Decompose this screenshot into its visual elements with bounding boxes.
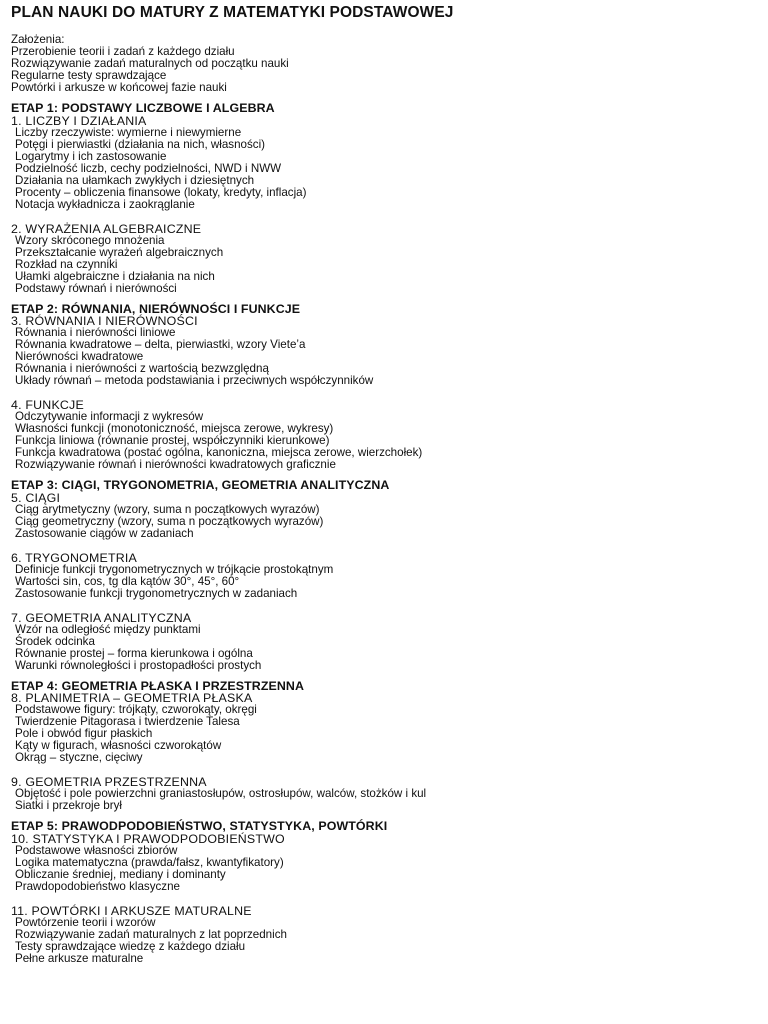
topic-item: Układy równań – metoda podstawiania i przeciwnych współczynników (15, 374, 374, 387)
topic-item: Podstawowe własności zbiorów (15, 843, 178, 857)
stage-title: ETAP 2: RÓWNANIA, NIERÓWNOŚCI I FUNKCJE (11, 301, 301, 316)
section-title: 7. GEOMETRIA ANALITYCZNA (11, 610, 192, 625)
topic-item: Rozwiązywanie zadań maturalnych z lat poprzednich (15, 927, 287, 941)
stage-title: ETAP 3: CIĄGI, TRYGONOMETRIA, GEOMETRIA ANALITYCZNA (11, 478, 390, 492)
topic-item: Nierówności kwadratowe (15, 350, 144, 363)
stage-title: ETAP 1: PODSTAWY LICZBOWE I ALGEBRA (11, 101, 275, 115)
topic-item: Liczby rzeczywiste: wymierne i niewymierne (15, 125, 242, 139)
assumption-item: Przerobienie teorii i zadań z każdego działu (11, 45, 235, 58)
topic-item: Warunki równoległości i prostopadłości prostych (15, 658, 262, 672)
topic-item: Funkcja kwadratowa (postać ogólna, kanoniczna, miejsca zerowe, wierzchołek) (15, 446, 423, 459)
topic-item: Działania na ułamkach zwykłych i dziesiętnych (15, 173, 255, 187)
topic-item: Ciąg arytmetyczny (wzory, suma n początkowych wyrazów) (15, 502, 320, 516)
topic-item: Ułamki algebraiczne i działania na nich (15, 269, 215, 283)
section-block (11, 833, 768, 893)
topic-item: Wzór na odległość między punktami (15, 622, 201, 636)
document-title: PLAN NAUKI DO MATURY Z MATEMATYKI PODSTAWOWEJ (11, 4, 454, 21)
topic-item: Przekształcanie wyrażeń algebraicznych (15, 245, 224, 259)
section-title: 10. STATYSTYKA I PRAWODPODOBIEŃSTWO (11, 831, 285, 846)
topic-item: Definicje funkcji trygonometrycznych w trójkącie prostokątnym (15, 562, 334, 576)
assumption-item: Rozwiązywanie zadań maturalnych od początku nauki (11, 57, 289, 70)
section-title: 6. TRYGONOMETRIA (11, 550, 137, 565)
section-block (11, 115, 768, 211)
topic-item: Podstawowe figury: trójkąty, czworokąty, okręgi (15, 703, 257, 716)
topic-item: Pełne arkusze maturalne (15, 951, 144, 965)
topic-item: Logika matematyczna (prawda/fałsz, kwantyfikatory) (15, 855, 284, 869)
topic-item: Równania kwadratowe – delta, pierwiastki, wzory Viete’a (15, 338, 306, 351)
section-title: 11. POWTÓRKI I ARKUSZE MATURALNE (11, 903, 252, 918)
section-block (11, 692, 768, 764)
topic-item: Twierdzenie Pitagorasa i twierdzenie Talesa (15, 715, 240, 728)
section-title: 8. PLANIMETRIA – GEOMETRIA PŁASKA (11, 691, 253, 705)
assumptions-list (11, 46, 768, 94)
topic-item: Równania i nierówności liniowe (15, 326, 176, 339)
topic-item: Zastosowanie ciągów w zadaniach (15, 526, 194, 540)
section-title: 2. WYRAŻENIA ALGEBRAICZNE (11, 221, 202, 236)
stages-container (11, 102, 768, 965)
stage-title: ETAP 4: GEOMETRIA PŁASKA I PRZESTRZENNA (11, 678, 305, 693)
topic-item: Procenty – obliczenia finansowe (lokaty, kredyty, inflacja) (15, 185, 307, 199)
stage-title: ETAP 5: PRAWODPODOBIEŃSTWO, STATYSTYKA, POWTÓRKI (11, 819, 388, 833)
topic-item: Obliczanie średniej, mediany i dominanty (15, 867, 226, 881)
topic-item: Testy sprawdzające wiedzę z każdego działu (15, 939, 246, 953)
section-block (11, 612, 768, 672)
section-block (11, 399, 768, 471)
topic-item: Rozkład na czynniki (15, 257, 118, 271)
section-title: 3. RÓWNANIA I NIERÓWNOŚCI (11, 314, 198, 328)
assumptions-block (11, 34, 768, 94)
topic-item: Funkcja liniowa (równanie prostej, współczynniki kierunkowe) (15, 434, 330, 447)
topic-item: Siatki i przekroje brył (15, 799, 122, 812)
topic-item: Ciąg geometryczny (wzory, suma n początkowych wyrazów) (15, 514, 324, 528)
section-title: 1. LICZBY I DZIAŁANIA (11, 113, 147, 128)
topic-item: Równanie prostej – forma kierunkowa i ogólna (15, 646, 253, 660)
topic-item: Okrąg – styczne, cięciwy (15, 751, 143, 764)
section-title: 4. FUNKCJE (11, 398, 84, 412)
topic-item: Kąty w figurach, własności czworokątów (15, 739, 222, 752)
topic-item: Zastosowanie funkcji trygonometrycznych w zadaniach (15, 586, 298, 600)
section-title: 5. CIĄGI (11, 490, 61, 505)
stage-block (11, 303, 768, 472)
stage-block (11, 479, 768, 672)
topic-item: Odczytywanie informacji z wykresów (15, 410, 204, 423)
topic-item: Pole i obwód figur płaskich (15, 727, 153, 740)
section-block (11, 905, 768, 965)
section-block (11, 223, 768, 295)
assumption-item: Regularne testy sprawdzające (11, 69, 167, 82)
section-block (11, 552, 768, 600)
stage-block (11, 820, 768, 965)
topic-item: Własności funkcji (monotoniczność, miejsca zerowe, wykresy) (15, 422, 334, 435)
topic-item: Podstawy równań i nierówności (15, 281, 177, 295)
topic-item: Podzielność liczb, cechy podzielności, NWD i NWW (15, 161, 282, 175)
topic-item: Logarytmy i ich zastosowanie (15, 149, 167, 163)
topic-item: Powtórzenie teorii i wzorów (15, 915, 156, 929)
topic-item: Prawdopodobieństwo klasyczne (15, 879, 180, 893)
topic-item: Rozwiązywanie równań i nierówności kwadratowych graficznie (15, 458, 336, 471)
topic-item: Wartości sin, cos, tg dla kątów 30°, 45°, 60° (15, 574, 240, 588)
section-block (11, 315, 768, 387)
assumption-item: Powtórki i arkusze w końcowej fazie nauki (11, 81, 227, 94)
topic-item: Wzory skróconego mnożenia (15, 233, 165, 247)
section-block (11, 492, 768, 540)
topic-item: Potęgi i pierwiastki (działania na nich, własności) (15, 137, 266, 151)
stage-block (11, 102, 768, 295)
topic-item: Równania i nierówności z wartością bezwzględną (15, 362, 269, 375)
section-title: 9. GEOMETRIA PRZESTRZENNA (11, 775, 207, 789)
topic-item: Objętość i pole powierzchni graniastosłupów, ostrosłupów, walców, stożków i kul (15, 787, 427, 800)
assumptions-header: Założenia: (11, 33, 65, 46)
topic-item: Notacja wykładnicza i zaokrąglanie (15, 197, 195, 211)
stage-block (11, 680, 768, 813)
section-block (11, 776, 768, 812)
topic-item: Środek odcinka (15, 634, 95, 648)
